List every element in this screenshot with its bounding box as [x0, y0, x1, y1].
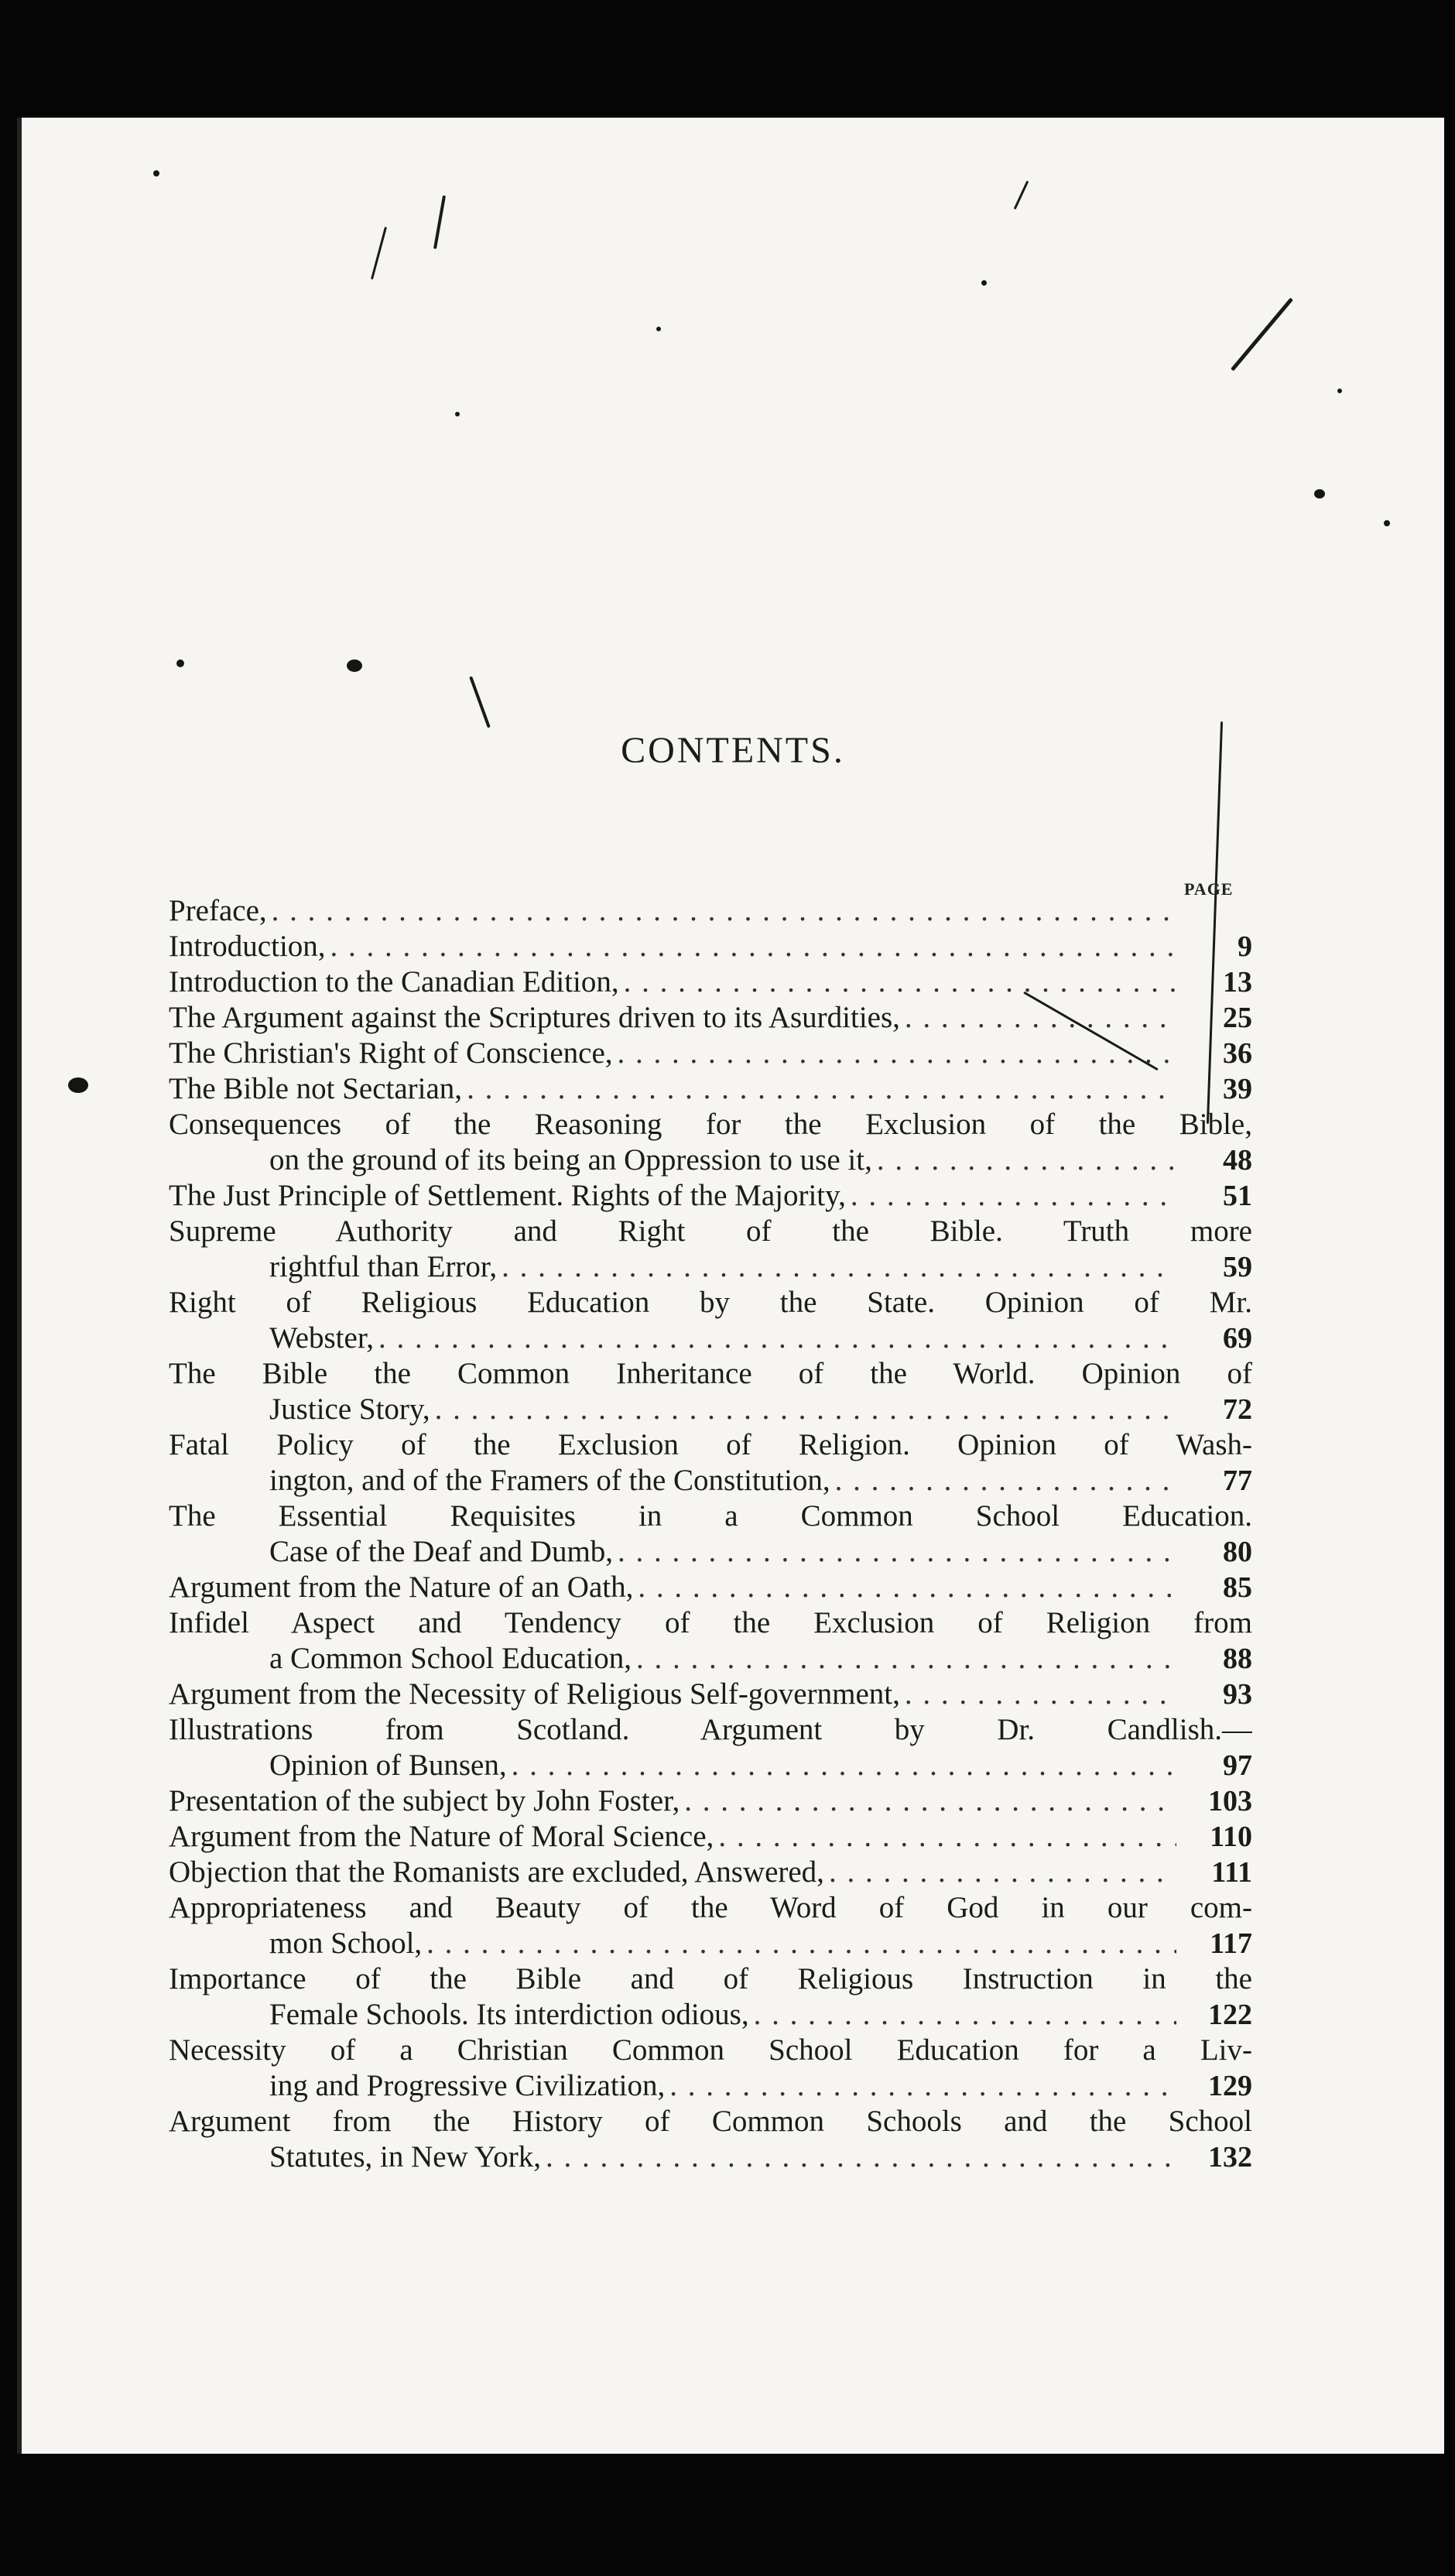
- toc-entry: [169, 964, 1252, 1000]
- dot-leader: [546, 2139, 1176, 2175]
- toc-entry-line: [169, 964, 1252, 1000]
- toc-entry-title: Female Schools. Its interdiction odious,: [269, 1998, 749, 2031]
- toc-page-number: 69: [1223, 1322, 1252, 1355]
- toc-entry-title: Opinion of Bunsen,: [269, 1749, 507, 1782]
- toc-entry: [169, 1677, 1252, 1712]
- toc-page-number: 97: [1223, 1749, 1252, 1782]
- toc-page-number: 111: [1211, 1856, 1252, 1889]
- page-column-label: PAGE: [1184, 879, 1234, 899]
- toc-entry-line: [169, 929, 1252, 964]
- toc-entry-line: [169, 2104, 1252, 2139]
- document-page: [17, 118, 1444, 2454]
- toc-entry-continuation: [169, 1641, 1252, 1677]
- toc-entry-line: [169, 1071, 1252, 1107]
- toc-entry-title: rightful than Error,: [269, 1250, 498, 1283]
- toc-entry-title: mon School,: [269, 1927, 423, 1960]
- dot-leader: [272, 893, 1176, 929]
- toc-entry-line: [169, 1677, 1252, 1712]
- toc-entry-title: Case of the Deaf and Dumb,: [269, 1535, 614, 1568]
- toc-entry-line: [169, 1178, 1252, 1214]
- toc-page-number: 129: [1208, 2070, 1252, 2102]
- toc-entry-continuation: [169, 1463, 1252, 1499]
- toc-entry-title: ing and Progressive Civilization,: [269, 2069, 666, 2102]
- toc-entry-line: [169, 1107, 1252, 1142]
- toc-entry-continuation: [169, 1997, 1252, 2033]
- toc-entry: [169, 1427, 1252, 1499]
- toc-page-number: 59: [1223, 1251, 1252, 1283]
- toc-entry: [169, 2104, 1252, 2175]
- scan-speck: [455, 412, 460, 416]
- dot-leader: [512, 1748, 1176, 1783]
- toc-entry-line: [169, 1356, 1252, 1392]
- toc-page-number: 25: [1223, 1002, 1252, 1034]
- dot-leader: [829, 1855, 1176, 1890]
- toc-page-number: 36: [1223, 1037, 1252, 1070]
- toc-page-number: 117: [1210, 1927, 1252, 1960]
- scan-scratch: [371, 227, 387, 279]
- toc-entry-title: The Bible not Sectarian,: [169, 1072, 463, 1105]
- dot-leader: [905, 1000, 1176, 1036]
- toc-page-number: 122: [1208, 1999, 1252, 2031]
- dot-leader: [636, 1641, 1176, 1677]
- toc-entry: [169, 1570, 1252, 1605]
- toc-entry-title: on the ground of its being an Oppression to use it,: [269, 1143, 872, 1177]
- toc-entry-continuation: [169, 1392, 1252, 1427]
- toc-entry-continuation: [169, 1249, 1252, 1285]
- toc-entry-title: Introduction,: [169, 930, 326, 963]
- dot-leader: [905, 1677, 1176, 1712]
- toc-entry: [169, 893, 1252, 929]
- toc-entry-title: Argument from the History of Common Schools and the School: [169, 2105, 1252, 2138]
- dot-leader: [435, 1392, 1176, 1427]
- toc-entry: [169, 1890, 1252, 1961]
- toc-page-number: 48: [1223, 1144, 1252, 1177]
- scan-speck: [347, 659, 362, 672]
- toc-entry-title: Supreme Authority and Right of the Bible. Truth more: [169, 1214, 1252, 1248]
- dot-leader: [718, 1819, 1176, 1855]
- toc-entry-continuation: [169, 1142, 1252, 1178]
- toc-entry: [169, 1605, 1252, 1677]
- toc-entry-continuation: [169, 2139, 1252, 2175]
- toc-entry-continuation: [169, 1321, 1252, 1356]
- toc-entry: [169, 1000, 1252, 1036]
- toc-page-number: 103: [1208, 1785, 1252, 1817]
- toc-entry: [169, 1214, 1252, 1285]
- toc-page-number: 110: [1210, 1821, 1252, 1853]
- toc-page-number: 51: [1223, 1180, 1252, 1212]
- toc-entry-title: Fatal Policy of the Exclusion of Religion. Opinion of Wash-: [169, 1428, 1252, 1461]
- scan-scratch: [1014, 180, 1029, 210]
- scan-scratch: [469, 676, 491, 728]
- toc-entry-title: Introduction to the Canadian Edition,: [169, 965, 619, 999]
- toc-entry-title: Preface,: [169, 894, 267, 927]
- toc-entry-line: [169, 1855, 1252, 1890]
- toc-entry-title: The Christian's Right of Conscience,: [169, 1036, 613, 1070]
- dot-leader: [330, 929, 1176, 964]
- toc-entry-line: [169, 1000, 1252, 1036]
- toc-entry-title: a Common School Education,: [269, 1642, 632, 1675]
- dot-leader: [835, 1463, 1176, 1499]
- toc-page-number: 9: [1238, 930, 1252, 963]
- toc-entry-title: ington, and of the Framers of the Constitution,: [269, 1464, 830, 1497]
- scan-speck: [656, 327, 661, 331]
- toc-entry-title: Right of Religious Education by the State. Opinion of Mr.: [169, 1286, 1252, 1319]
- toc-page-number: 85: [1223, 1571, 1252, 1604]
- scan-scratch: [433, 195, 446, 249]
- dot-leader: [378, 1321, 1176, 1356]
- toc-page-number: 88: [1223, 1643, 1252, 1675]
- toc-entry-continuation: [169, 1926, 1252, 1961]
- dot-leader: [851, 1178, 1176, 1214]
- scan-speck: [153, 170, 159, 176]
- toc-entry-line: [169, 1427, 1252, 1463]
- toc-entry-title: The Just Principle of Settlement. Rights of the Majority,: [169, 1179, 846, 1212]
- toc-entry: [169, 1961, 1252, 2033]
- toc-entry-title: Consequences of the Reasoning for the Exclusion of the Bible,: [169, 1108, 1252, 1141]
- toc-entry-line: [169, 1285, 1252, 1321]
- toc-entry-title: Necessity of a Christian Common School Education for a Liv-: [169, 2033, 1252, 2067]
- toc-entry-line: [169, 1819, 1252, 1855]
- toc-entry-line: [169, 1890, 1252, 1926]
- toc-entry-title: Argument from the Necessity of Religious Self-government,: [169, 1677, 900, 1711]
- toc-entry-title: Argument from the Nature of an Oath,: [169, 1571, 634, 1604]
- toc-page-number: 13: [1223, 966, 1252, 999]
- dot-leader: [618, 1534, 1176, 1570]
- scan-speck: [68, 1077, 88, 1093]
- toc-entry-title: Infidel Aspect and Tendency of the Exclusion of Religion from: [169, 1606, 1252, 1639]
- scan-scratch: [1231, 297, 1293, 371]
- toc-entry: [169, 1356, 1252, 1427]
- dot-leader: [877, 1142, 1176, 1178]
- toc-entry: [169, 1036, 1252, 1071]
- toc-entry: [169, 1071, 1252, 1107]
- toc-entry: [169, 1107, 1252, 1178]
- toc-entry-title: Presentation of the subject by John Foster,: [169, 1784, 680, 1817]
- toc-entry: [169, 2033, 1252, 2104]
- toc-entry: [169, 1285, 1252, 1356]
- toc-page-number: 93: [1223, 1678, 1252, 1711]
- toc-entry-title: Importance of the Bible and of Religious Instruction in the: [169, 1962, 1252, 1995]
- dot-leader: [754, 1997, 1176, 2033]
- toc-page-number: 80: [1223, 1536, 1252, 1568]
- scan-speck: [1384, 520, 1390, 526]
- toc-page-number: 39: [1223, 1073, 1252, 1105]
- toc-entry-title: Appropriateness and Beauty of the Word of God in our com-: [169, 1891, 1252, 1924]
- toc-entry: [169, 1499, 1252, 1570]
- dot-leader: [502, 1249, 1176, 1285]
- toc-entry-line: [169, 1783, 1252, 1819]
- dot-leader: [426, 1926, 1176, 1961]
- toc-entry-title: The Bible the Common Inheritance of the World. Opinion of: [169, 1357, 1252, 1390]
- toc-entry: [169, 1819, 1252, 1855]
- toc-entry-continuation: [169, 1748, 1252, 1783]
- scan-speck: [1337, 389, 1342, 393]
- toc-entry-line: [169, 1961, 1252, 1997]
- toc-entry-line: [169, 1214, 1252, 1249]
- scan-speck: [176, 659, 184, 667]
- toc-entry-title: Argument from the Nature of Moral Science,: [169, 1820, 714, 1853]
- toc-entry-title: Illustrations from Scotland. Argument by Dr. Candlish.—: [169, 1713, 1252, 1746]
- dot-leader: [684, 1783, 1176, 1819]
- scan-speck: [981, 280, 987, 286]
- toc-entry-title: Statutes, in New York,: [269, 2140, 542, 2174]
- toc-entry-title: The Argument against the Scriptures driven to its Asurdities,: [169, 1001, 900, 1034]
- toc-entry: [169, 1855, 1252, 1890]
- dot-leader: [669, 2068, 1176, 2104]
- toc-entry-line: [169, 1570, 1252, 1605]
- toc-entry-continuation: [169, 1534, 1252, 1570]
- toc-entry-line: [169, 1036, 1252, 1071]
- toc-entry: [169, 1783, 1252, 1819]
- toc-entry-title: Objection that the Romanists are excluded, Answered,: [169, 1855, 824, 1889]
- dot-leader: [618, 1036, 1176, 1071]
- toc-entry-title: The Essential Requisites in a Common School Education.: [169, 1499, 1252, 1533]
- toc-entry-line: [169, 893, 1252, 929]
- dot-leader: [467, 1071, 1176, 1107]
- toc-entry: [169, 1712, 1252, 1783]
- scan-speck: [1314, 489, 1325, 498]
- toc-entry-continuation: [169, 2068, 1252, 2104]
- toc-page-number: 132: [1208, 2141, 1252, 2174]
- toc-entry-title: Justice Story,: [269, 1392, 430, 1426]
- toc-entry: [169, 1178, 1252, 1214]
- toc-entry-line: [169, 1499, 1252, 1534]
- dot-leader: [624, 964, 1176, 1000]
- toc-entry-line: [169, 1712, 1252, 1748]
- page-title: CONTENTS.: [621, 730, 845, 771]
- toc-page-number: 77: [1223, 1464, 1252, 1497]
- toc-entry-title: Webster,: [269, 1321, 374, 1355]
- toc-entry-line: [169, 2033, 1252, 2068]
- toc-entry-line: [169, 1605, 1252, 1641]
- toc-page-number: 72: [1223, 1393, 1252, 1426]
- contents-list: [169, 893, 1252, 2175]
- dot-leader: [638, 1570, 1176, 1605]
- toc-entry: [169, 929, 1252, 964]
